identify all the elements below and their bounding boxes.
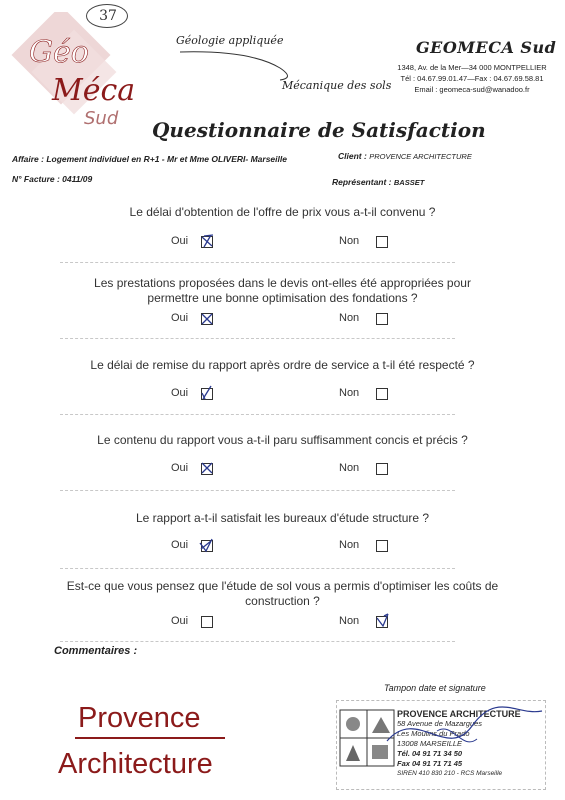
representant-line [332, 177, 424, 187]
check-mark-icon [201, 462, 215, 476]
q4-non-label: Non [339, 462, 360, 474]
stamp-company-name: PROVENCE ARCHITECTURE [397, 709, 521, 719]
q4-non-checkbox[interactable] [376, 463, 388, 475]
comments-label: Commentaires : [54, 645, 138, 657]
check-mark-icon [201, 385, 215, 401]
company-address: 1348, Av. de la Mer—34 000 MONTPELLIER [397, 63, 547, 72]
logo-sud-text: Sud [84, 108, 119, 129]
question-4: Le contenu du rapport vous a-t-il paru suffisamment concis et précis ? [97, 433, 468, 447]
q5-oui-checkbox[interactable] [201, 540, 213, 552]
handwritten-signature [377, 701, 547, 771]
q6-non-label: Non [339, 615, 360, 627]
stamp-line-3: 13008 MARSEILLE [397, 739, 463, 748]
separator [60, 262, 455, 263]
tagline-mecanique: Mécanique des sols [282, 79, 392, 92]
q6-non-checkbox[interactable] [376, 616, 388, 628]
page-number: 37 [99, 8, 117, 24]
client-label: Client : [338, 151, 367, 161]
client-value: PROVENCE ARCHITECTURE [369, 152, 472, 161]
company-name: GEOMECA Sud [416, 38, 557, 57]
question-6-line-1: Est-ce que vous pensez que l'étude de sol vous a permis d'optimiser les coûts de [66, 579, 499, 593]
facture-line: N° Facture : 0411/09 [12, 174, 93, 184]
company-signature-line-2: Architecture [58, 748, 213, 780]
q6-oui-checkbox[interactable] [201, 616, 213, 628]
q2-non-checkbox[interactable] [376, 313, 388, 325]
question-6 [0, 579, 565, 609]
question-3: Le délai de remise du rapport après ordre de service a t-il été respecté ? [90, 358, 475, 372]
logo-meca-text: Méca [52, 73, 136, 108]
check-mark-icon [198, 537, 216, 553]
check-mark-icon [201, 233, 215, 249]
stamp-line-1: 58 Avenue de Mazargues [397, 719, 483, 728]
representant-label: Représentant : [332, 177, 392, 187]
affaire-line: Affaire : Logement individuel en R+1 - Mr et Mme OLIVERI- Marseille [12, 154, 287, 164]
check-mark-icon [201, 311, 215, 327]
q2-non-label: Non [339, 312, 360, 324]
q1-non-label: Non [339, 235, 360, 247]
stamp-line-4: Tél. 04 91 71 34 50 [397, 749, 463, 758]
separator [60, 641, 455, 642]
q5-oui-label: Oui [171, 539, 189, 551]
geomeca-logo [4, 12, 139, 132]
question-5: Le rapport a-t-il satisfait les bureaux d'étude structure ? [135, 511, 430, 525]
signature-underline [75, 737, 225, 739]
company-contact [388, 62, 556, 95]
q3-non-checkbox[interactable] [376, 388, 388, 400]
company-stamp [336, 700, 546, 790]
q3-non-label: Non [339, 387, 360, 399]
company-signature-line-1: Provence [78, 702, 201, 734]
q1-oui-label: Oui [171, 235, 189, 247]
q5-non-checkbox[interactable] [376, 540, 388, 552]
tagline-geologie: Géologie appliquée [176, 34, 284, 47]
separator [60, 338, 455, 339]
q6-oui-label: Oui [171, 615, 189, 627]
question-6-line-2: construction ? [245, 594, 320, 608]
company-phone-fax: Tél : 04.67.99.01.47—Fax : 04.67.69.58.81 [400, 74, 544, 83]
q1-oui-checkbox[interactable] [201, 236, 213, 248]
stamp-label: Tampon date et signature [384, 683, 486, 693]
question-2-line-2: permettre une bonne optimisation des fondations ? [147, 291, 418, 305]
q4-oui-label: Oui [171, 462, 189, 474]
stamp-line-2: Les Moulins du Prado [397, 729, 470, 738]
q2-oui-checkbox[interactable] [201, 313, 213, 325]
q1-non-checkbox[interactable] [376, 236, 388, 248]
stamp-line-6: SIREN 410 830 210 - RCS Marseille [397, 770, 503, 777]
q4-oui-checkbox[interactable] [201, 463, 213, 475]
separator [60, 568, 455, 569]
q3-oui-checkbox[interactable] [201, 388, 213, 400]
page-title: Questionnaire de Satisfaction [152, 118, 486, 142]
question-2 [0, 276, 565, 306]
q5-non-label: Non [339, 539, 360, 551]
client-line [338, 151, 472, 161]
q2-oui-label: Oui [171, 312, 189, 324]
separator [60, 414, 455, 415]
company-email: Email : geomeca-sud@wanadoo.fr [414, 85, 530, 94]
representant-value: BASSET [393, 178, 425, 187]
stamp-line-5: Fax 04 91 71 71 45 [397, 759, 463, 768]
q3-oui-label: Oui [171, 387, 189, 399]
question-2-line-1: Les prestations proposées dans le devis ont-elles été appropriées pour [94, 276, 471, 290]
logo-geo-text: Géo [29, 35, 89, 70]
check-mark-icon [375, 613, 391, 629]
separator [60, 490, 455, 491]
question-1: Le délai d'obtention de l'offre de prix vous a-t-il convenu ? [129, 205, 436, 219]
